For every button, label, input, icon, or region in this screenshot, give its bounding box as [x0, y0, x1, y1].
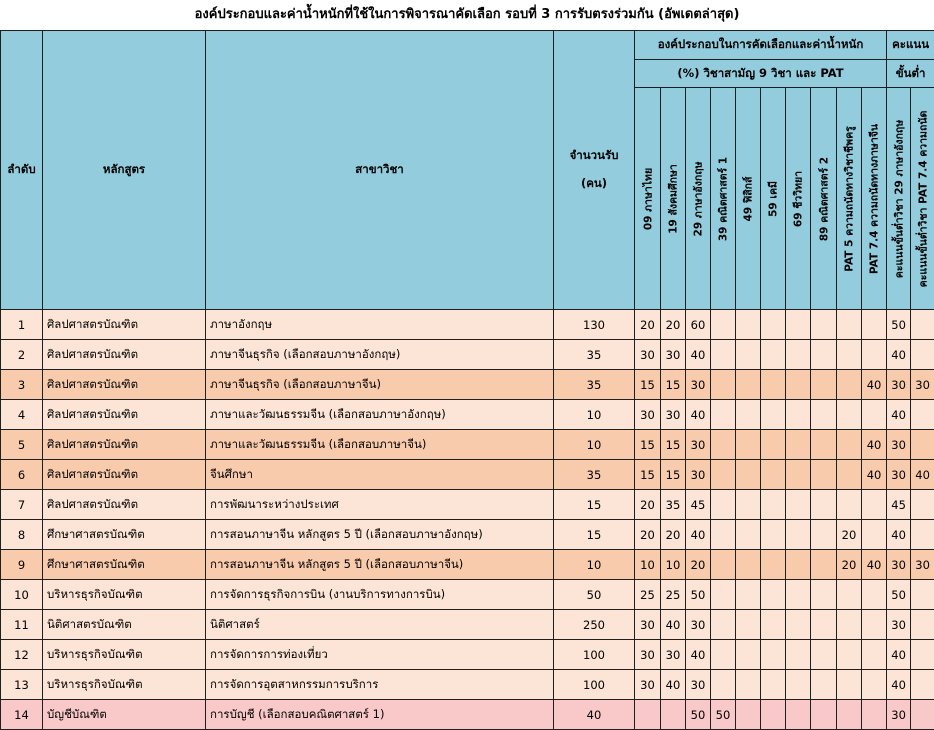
- cell-min: 50: [887, 580, 911, 610]
- cell-score: [786, 700, 811, 730]
- cell-score: 50: [686, 580, 711, 610]
- table-row: [1, 460, 934, 490]
- header-order: ลำดับ: [1, 31, 43, 310]
- cell-score: 15: [635, 430, 661, 460]
- cell-score: 45: [686, 490, 711, 520]
- cell-min: 30: [887, 460, 911, 490]
- header-subject: [711, 88, 736, 310]
- cell-order: 11: [1, 610, 43, 640]
- cell-program: ศิลปศาสตรบัณฑิต: [43, 310, 206, 340]
- header-quota-line1: จำนวนรับ: [554, 147, 634, 165]
- cell-min: 40: [911, 460, 934, 490]
- cell-score: [761, 340, 786, 370]
- table-row: [1, 550, 934, 580]
- cell-score: 40: [862, 370, 887, 400]
- header-subject-label: 89 คณิตศาสตร์ 2: [815, 156, 832, 240]
- cell-program: ศิลปศาสตรบัณฑิต: [43, 490, 206, 520]
- header-subject-label: PAT 7.4 ความถนัดทางภาษาจีน: [866, 123, 883, 273]
- cell-score: [761, 400, 786, 430]
- cell-score: [786, 640, 811, 670]
- cell-min: [911, 310, 934, 340]
- header-subject: [686, 88, 711, 310]
- cell-score: [711, 310, 736, 340]
- cell-score: [837, 490, 862, 520]
- cell-order: 9: [1, 550, 43, 580]
- cell-score: 20: [635, 310, 661, 340]
- cell-score: [761, 490, 786, 520]
- cell-score: [736, 580, 761, 610]
- cell-score: [711, 460, 736, 490]
- cell-order: 14: [1, 700, 43, 730]
- cell-major: จีนศึกษา: [206, 460, 554, 490]
- cell-score: [837, 340, 862, 370]
- header-components-line1: องค์ประกอบในการคัดเลือกและค่าน้ำหนัก: [635, 31, 887, 60]
- cell-score: [786, 430, 811, 460]
- cell-score: 15: [661, 430, 686, 460]
- cell-order: 6: [1, 460, 43, 490]
- cell-major: ภาษาอังกฤษ: [206, 310, 554, 340]
- cell-quota: 40: [554, 700, 635, 730]
- cell-score: [786, 610, 811, 640]
- cell-score: 40: [686, 400, 711, 430]
- cell-score: [786, 340, 811, 370]
- cell-score: [786, 520, 811, 550]
- cell-score: [862, 670, 887, 700]
- cell-score: 30: [686, 670, 711, 700]
- cell-min: 50: [887, 310, 911, 340]
- cell-quota: 250: [554, 610, 635, 640]
- header-subject: [761, 88, 786, 310]
- cell-score: [862, 610, 887, 640]
- cell-score: [736, 610, 761, 640]
- cell-score: 20: [837, 520, 862, 550]
- cell-min: 30: [887, 700, 911, 730]
- cell-score: 20: [635, 520, 661, 550]
- cell-score: [837, 460, 862, 490]
- cell-score: [761, 430, 786, 460]
- cell-score: [786, 460, 811, 490]
- cell-score: 15: [635, 460, 661, 490]
- cell-score: [811, 520, 837, 550]
- cell-score: [761, 460, 786, 490]
- cell-program: ศิลปศาสตรบัณฑิต: [43, 340, 206, 370]
- cell-min: 45: [887, 490, 911, 520]
- cell-score: [862, 310, 887, 340]
- cell-score: [786, 400, 811, 430]
- cell-min: 30: [887, 370, 911, 400]
- cell-min: 40: [887, 640, 911, 670]
- cell-score: 20: [661, 520, 686, 550]
- cell-order: 7: [1, 490, 43, 520]
- cell-major: นิติศาสตร์: [206, 610, 554, 640]
- cell-min: [911, 490, 934, 520]
- cell-score: [736, 340, 761, 370]
- cell-score: [811, 490, 837, 520]
- cell-order: 4: [1, 400, 43, 430]
- cell-score: [711, 520, 736, 550]
- cell-min: [911, 340, 934, 370]
- table-row: [1, 370, 934, 400]
- cell-major: การจัดการอุตสาหกรรมการบริการ: [206, 670, 554, 700]
- cell-score: [837, 670, 862, 700]
- cell-score: [761, 550, 786, 580]
- header-min-line1: คะแนน: [887, 31, 934, 60]
- cell-score: [811, 400, 837, 430]
- cell-program: ศิลปศาสตรบัณฑิต: [43, 460, 206, 490]
- cell-score: [811, 700, 837, 730]
- header-quota-line2: (คน): [554, 175, 634, 193]
- cell-score: [786, 370, 811, 400]
- cell-program: ศิลปศาสตรบัณฑิต: [43, 370, 206, 400]
- header-subject: [786, 88, 811, 310]
- cell-min: 40: [887, 520, 911, 550]
- cell-score: 40: [661, 610, 686, 640]
- cell-score: [862, 640, 887, 670]
- cell-score: [736, 640, 761, 670]
- header-subject: [635, 88, 661, 310]
- cell-score: 30: [686, 610, 711, 640]
- cell-score: [837, 430, 862, 460]
- cell-score: 50: [711, 700, 736, 730]
- cell-score: [736, 490, 761, 520]
- cell-score: [837, 370, 862, 400]
- cell-quota: 35: [554, 370, 635, 400]
- header-subject-label: 49 ฟิสิกส์: [740, 176, 757, 221]
- cell-major: การสอนภาษาจีน หลักสูตร 5 ปี (เลือกสอบภาษาจีน): [206, 550, 554, 580]
- cell-score: [837, 400, 862, 430]
- page-title: องค์ประกอบและค่าน้ำหนักที่ใช้ในการพิจารณาคัดเลือก รอบที่ 3 การรับตรงร่วมกัน (อัพเดตล่าสุด): [0, 0, 934, 30]
- cell-score: [761, 520, 786, 550]
- table-row: [1, 670, 934, 700]
- cell-score: [786, 580, 811, 610]
- cell-min: [911, 640, 934, 670]
- cell-score: [811, 610, 837, 640]
- cell-score: [837, 700, 862, 730]
- cell-score: [811, 370, 837, 400]
- cell-major: การพัฒนาระหว่างประเทศ: [206, 490, 554, 520]
- cell-score: [736, 550, 761, 580]
- cell-order: 2: [1, 340, 43, 370]
- cell-score: [635, 700, 661, 730]
- table-row: [1, 610, 934, 640]
- cell-major: ภาษาจีนธุรกิจ (เลือกสอบภาษาจีน): [206, 370, 554, 400]
- cell-score: [711, 640, 736, 670]
- cell-score: 25: [635, 580, 661, 610]
- cell-quota: 35: [554, 340, 635, 370]
- cell-score: [711, 580, 736, 610]
- cell-score: [761, 310, 786, 340]
- cell-score: [811, 580, 837, 610]
- cell-score: [811, 340, 837, 370]
- cell-program: ศึกษาศาสตรบัณฑิต: [43, 520, 206, 550]
- cell-min: 40: [887, 400, 911, 430]
- header-min-subject-label: คะแนนขั้นต่ำวิชา PAT 7.4 ความถนัด: [914, 110, 931, 287]
- cell-min: 40: [887, 670, 911, 700]
- table-row: [1, 520, 934, 550]
- cell-score: [811, 460, 837, 490]
- cell-score: [837, 310, 862, 340]
- header-subject-label: 59 เคมี: [765, 181, 782, 217]
- cell-score: [711, 490, 736, 520]
- cell-order: 1: [1, 310, 43, 340]
- cell-score: [862, 340, 887, 370]
- cell-min: 30: [887, 430, 911, 460]
- cell-major: การจัดการการท่องเที่ยว: [206, 640, 554, 670]
- header-min-line2: ขั้นต่ำ: [887, 60, 934, 88]
- cell-score: 40: [661, 670, 686, 700]
- cell-program: บริหารธุรกิจบัณฑิต: [43, 640, 206, 670]
- header-subject-label: 69 ชีววิทยา: [790, 170, 807, 226]
- cell-min: [911, 580, 934, 610]
- cell-score: 25: [661, 580, 686, 610]
- cell-score: [761, 370, 786, 400]
- header-subject: [661, 88, 686, 310]
- cell-quota: 10: [554, 400, 635, 430]
- cell-score: [761, 610, 786, 640]
- cell-score: [711, 610, 736, 640]
- cell-min: [911, 700, 934, 730]
- header-subject-label: 29 ภาษาอังกฤษ: [690, 161, 707, 236]
- admission-table: [0, 30, 934, 730]
- cell-program: ศึกษาศาสตรบัณฑิต: [43, 550, 206, 580]
- cell-min: 30: [887, 550, 911, 580]
- cell-score: [661, 700, 686, 730]
- cell-score: 20: [837, 550, 862, 580]
- cell-score: 40: [686, 640, 711, 670]
- header-subject: [811, 88, 837, 310]
- header-subject-label: 19 สังคมศึกษา: [665, 164, 682, 234]
- cell-score: [736, 520, 761, 550]
- cell-score: [786, 490, 811, 520]
- cell-score: [736, 430, 761, 460]
- cell-score: [736, 310, 761, 340]
- cell-quota: 50: [554, 580, 635, 610]
- cell-major: การสอนภาษาจีน หลักสูตร 5 ปี (เลือกสอบภาษาอังกฤษ): [206, 520, 554, 550]
- cell-major: ภาษาและวัฒนธรรมจีน (เลือกสอบภาษาอังกฤษ): [206, 400, 554, 430]
- cell-score: [862, 580, 887, 610]
- cell-score: [837, 610, 862, 640]
- cell-min: 30: [911, 370, 934, 400]
- cell-score: [761, 670, 786, 700]
- cell-score: 40: [686, 520, 711, 550]
- table-row: [1, 430, 934, 460]
- cell-score: [761, 640, 786, 670]
- header-subject-label: 39 คณิตศาสตร์ 1: [715, 156, 732, 240]
- header-min-subject: [911, 88, 934, 310]
- header-quota: [554, 31, 635, 310]
- cell-score: [862, 520, 887, 550]
- cell-score: [736, 670, 761, 700]
- cell-min: 40: [887, 340, 911, 370]
- cell-min: [911, 430, 934, 460]
- cell-score: 40: [862, 460, 887, 490]
- cell-score: 40: [862, 430, 887, 460]
- cell-program: บริหารธุรกิจบัณฑิต: [43, 670, 206, 700]
- cell-score: [811, 430, 837, 460]
- cell-program: นิติศาสตรบัณฑิต: [43, 610, 206, 640]
- cell-score: [711, 430, 736, 460]
- cell-score: [786, 550, 811, 580]
- header-min-subject-label: คะแนนขั้นต่ำวิชา 29 ภาษาอังกฤษ: [890, 119, 907, 277]
- cell-score: 30: [661, 640, 686, 670]
- cell-score: 30: [686, 460, 711, 490]
- header-min-subject: [887, 88, 911, 310]
- header-major: สาขาวิชา: [206, 31, 554, 310]
- cell-score: 40: [686, 340, 711, 370]
- cell-score: 10: [635, 550, 661, 580]
- cell-major: การจัดการธุรกิจการบิน (งานบริการทางการบิน): [206, 580, 554, 610]
- cell-score: [811, 310, 837, 340]
- cell-quota: 35: [554, 460, 635, 490]
- cell-score: [811, 640, 837, 670]
- cell-score: 35: [661, 490, 686, 520]
- cell-order: 10: [1, 580, 43, 610]
- cell-score: [761, 700, 786, 730]
- cell-order: 13: [1, 670, 43, 700]
- cell-major: ภาษาจีนธุรกิจ (เลือกสอบภาษาอังกฤษ): [206, 340, 554, 370]
- cell-score: 30: [635, 400, 661, 430]
- cell-score: [811, 550, 837, 580]
- header-subject: [862, 88, 887, 310]
- cell-quota: 100: [554, 670, 635, 700]
- cell-score: [837, 640, 862, 670]
- cell-score: [786, 670, 811, 700]
- cell-score: [811, 670, 837, 700]
- cell-major: การบัญชี (เลือกสอบคณิตศาสตร์ 1): [206, 700, 554, 730]
- cell-score: 20: [686, 550, 711, 580]
- cell-score: [862, 490, 887, 520]
- cell-score: [837, 580, 862, 610]
- cell-score: 30: [635, 340, 661, 370]
- cell-min: [911, 520, 934, 550]
- cell-order: 8: [1, 520, 43, 550]
- cell-score: [736, 460, 761, 490]
- cell-program: ศิลปศาสตรบัณฑิต: [43, 400, 206, 430]
- cell-quota: 15: [554, 490, 635, 520]
- cell-score: 20: [635, 490, 661, 520]
- cell-program: บริหารธุรกิจบัณฑิต: [43, 580, 206, 610]
- cell-score: 15: [661, 370, 686, 400]
- cell-order: 3: [1, 370, 43, 400]
- cell-score: [786, 310, 811, 340]
- cell-score: 20: [661, 310, 686, 340]
- cell-score: [711, 400, 736, 430]
- cell-order: 12: [1, 640, 43, 670]
- table-row: [1, 490, 934, 520]
- table-row: [1, 400, 934, 430]
- table-row: [1, 640, 934, 670]
- cell-score: 30: [635, 610, 661, 640]
- table-row: [1, 580, 934, 610]
- cell-quota: 10: [554, 430, 635, 460]
- header-subject: [736, 88, 761, 310]
- header-subject: [837, 88, 862, 310]
- cell-score: 30: [635, 670, 661, 700]
- cell-quota: 10: [554, 550, 635, 580]
- cell-order: 5: [1, 430, 43, 460]
- cell-quota: 130: [554, 310, 635, 340]
- header-subject-label: 09 ภาษาไทย: [639, 167, 656, 229]
- cell-score: [711, 550, 736, 580]
- cell-min: 30: [911, 550, 934, 580]
- cell-score: [711, 340, 736, 370]
- cell-score: [736, 700, 761, 730]
- cell-score: [736, 370, 761, 400]
- table-row: [1, 340, 934, 370]
- table-row: [1, 700, 934, 730]
- cell-score: 30: [635, 640, 661, 670]
- header-subject-label: PAT 5 ความถนัดทางวิชาชีพครู: [841, 126, 858, 272]
- cell-score: 10: [661, 550, 686, 580]
- cell-score: [711, 370, 736, 400]
- table-row: [1, 310, 934, 340]
- cell-score: 30: [686, 370, 711, 400]
- cell-score: 30: [686, 430, 711, 460]
- cell-score: [761, 580, 786, 610]
- cell-score: [711, 670, 736, 700]
- cell-score: 60: [686, 310, 711, 340]
- cell-score: 30: [661, 400, 686, 430]
- cell-score: 40: [862, 550, 887, 580]
- cell-score: [862, 400, 887, 430]
- header-program: หลักสูตร: [43, 31, 206, 310]
- cell-score: 15: [635, 370, 661, 400]
- cell-program: ศิลปศาสตรบัณฑิต: [43, 430, 206, 460]
- cell-min: [911, 670, 934, 700]
- cell-score: 50: [686, 700, 711, 730]
- cell-quota: 15: [554, 520, 635, 550]
- cell-min: [911, 400, 934, 430]
- cell-quota: 100: [554, 640, 635, 670]
- cell-score: [736, 400, 761, 430]
- cell-score: 30: [661, 340, 686, 370]
- cell-score: 15: [661, 460, 686, 490]
- cell-score: [862, 700, 887, 730]
- cell-min: [911, 610, 934, 640]
- cell-program: บัญชีบัณฑิต: [43, 700, 206, 730]
- cell-min: 30: [887, 610, 911, 640]
- header-components-line2: (%) วิชาสามัญ 9 วิชา และ PAT: [635, 60, 887, 88]
- cell-major: ภาษาและวัฒนธรรมจีน (เลือกสอบภาษาจีน): [206, 430, 554, 460]
